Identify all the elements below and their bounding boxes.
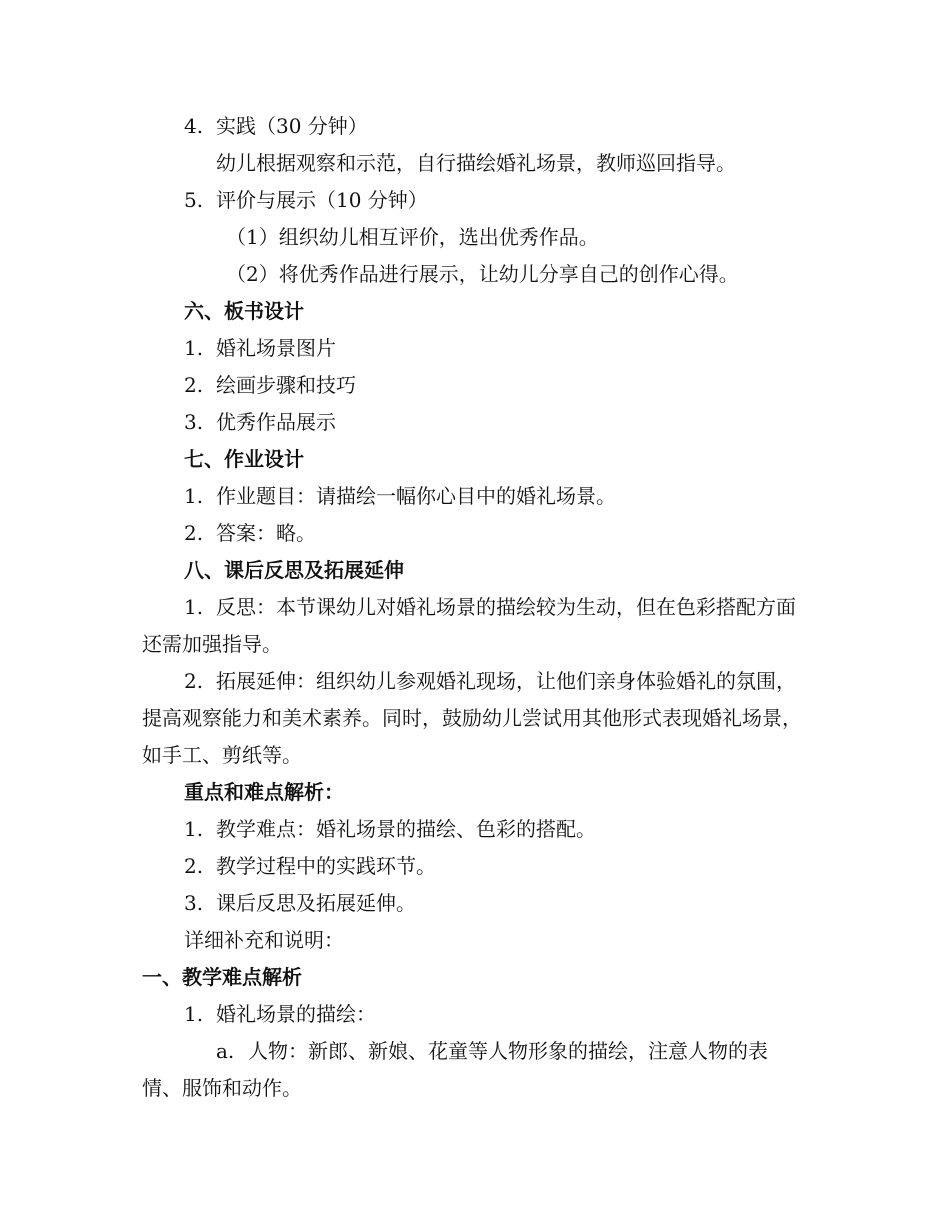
list-item: [142, 515, 806, 552]
paragraph: [142, 589, 806, 663]
paragraph-text: 幼儿根据观察和示范，自行描绘婚礼场景，教师巡回指导。: [216, 151, 736, 175]
section-heading: [142, 552, 806, 589]
item-text: 教学过程中的实践环节。: [216, 854, 436, 878]
item-text: 评价与展示（10 分钟）: [216, 188, 428, 212]
item-number: 1.: [184, 595, 204, 619]
list-item: [142, 885, 806, 922]
item-number: 1.: [184, 484, 204, 508]
heading-text: 一、教学难点解析: [142, 965, 302, 989]
item-text: 优秀作品展示: [216, 410, 336, 434]
item-text: 绘画步骤和技巧: [216, 373, 356, 397]
paragraph: [142, 922, 806, 959]
list-item: [142, 811, 806, 848]
item-number: 1.: [184, 1002, 204, 1026]
list-item: [142, 367, 806, 404]
sub-item-text: （1）组织幼儿相互评价，选出优秀作品。: [226, 225, 599, 249]
list-item: [142, 108, 806, 145]
paragraph: [142, 145, 806, 182]
document-body: [142, 108, 806, 1107]
sub-item-text: （2）将优秀作品进行展示，让幼儿分享自己的创作心得。: [226, 262, 739, 286]
item-number: 3.: [184, 891, 204, 915]
paragraph-text: 详细补充和说明：: [184, 928, 344, 952]
sub-item: [142, 256, 806, 293]
list-item: [142, 404, 806, 441]
list-item: [142, 478, 806, 515]
item-number: 3.: [184, 410, 204, 434]
paragraph-text: 拓展延伸：组织幼儿参观婚礼现场，让他们亲身体验婚礼的氛围，提高观察能力和美术素养。同时，鼓励幼儿尝试用其他形式表现婚礼场景，如手工、剪纸等。: [142, 669, 802, 767]
heading-text: 八、课后反思及拓展延伸: [184, 558, 404, 582]
list-item: [142, 182, 806, 219]
item-text: 答案：略。: [216, 521, 316, 545]
section-heading: [142, 293, 806, 330]
section-heading: [142, 441, 806, 478]
item-number: 2.: [184, 854, 204, 878]
item-text: 实践（30 分钟）: [216, 114, 368, 138]
paragraph: [142, 1033, 806, 1107]
heading-text: 重点和难点解析：: [184, 780, 344, 804]
section-heading: [142, 959, 806, 996]
sub-item: [142, 219, 806, 256]
item-number: 4.: [184, 114, 204, 138]
item-number: a.: [216, 1039, 235, 1063]
item-number: 2.: [184, 521, 204, 545]
item-number: 1.: [184, 817, 204, 841]
paragraph-text: 人物：新郎、新娘、花童等人物形象的描绘，注意人物的表情、服饰和动作。: [142, 1039, 768, 1100]
item-text: 教学难点：婚礼场景的描绘、色彩的搭配。: [216, 817, 596, 841]
item-text: 作业题目：请描绘一幅你心目中的婚礼场景。: [216, 484, 616, 508]
section-heading: [142, 774, 806, 811]
paragraph: [142, 663, 806, 774]
item-number: 1.: [184, 336, 204, 360]
list-item: [142, 330, 806, 367]
item-number: 2.: [184, 669, 204, 693]
item-number: 2.: [184, 373, 204, 397]
item-number: 5.: [184, 188, 204, 212]
item-text: 婚礼场景的描绘：: [216, 1002, 376, 1026]
heading-text: 六、板书设计: [184, 299, 304, 323]
heading-text: 七、作业设计: [184, 447, 304, 471]
list-item: [142, 996, 806, 1033]
paragraph-text: 反思：本节课幼儿对婚礼场景的描绘较为生动，但在色彩搭配方面还需加强指导。: [142, 595, 796, 656]
item-text: 课后反思及拓展延伸。: [216, 891, 416, 915]
item-text: 婚礼场景图片: [216, 336, 336, 360]
list-item: [142, 848, 806, 885]
